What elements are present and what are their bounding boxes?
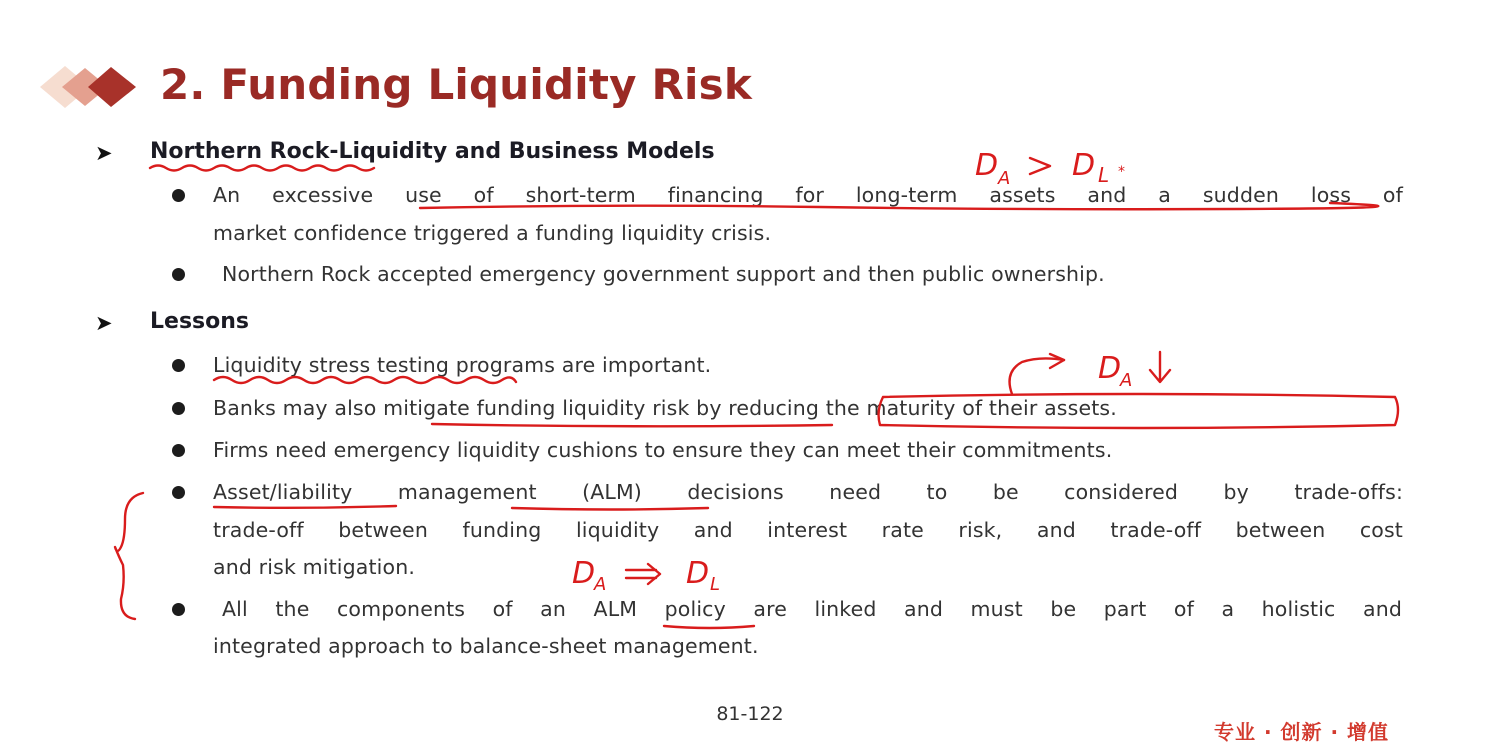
footer-slogan: 专业 · 创新 · 增值 xyxy=(1214,720,1390,744)
svg-text:L: L xyxy=(710,574,721,595)
section-heading-northern-rock: Northern Rock-Liquidity and Business Models xyxy=(150,139,715,164)
svg-text:A: A xyxy=(998,168,1011,189)
svg-text:L: L xyxy=(1098,163,1110,187)
bullet-text-line: Liquidity stress testing programs are important. xyxy=(213,353,712,377)
wavy-underline xyxy=(214,377,516,383)
bullet-text-line: trade-off between funding liquidity and interest rate risk, and trade-off between cost xyxy=(213,518,1403,542)
bullet-text-line: integrated approach to balance-sheet management. xyxy=(213,634,759,658)
bullet-dot-icon xyxy=(172,603,185,616)
bullet-text-line: market confidence triggered a funding liquidity crisis. xyxy=(213,221,772,245)
bullet-dot-icon xyxy=(172,402,185,415)
underline xyxy=(214,506,396,508)
underline xyxy=(432,424,832,426)
bullet-text-line: An excessive use of short-term financing for long-term assets and a sudden loss of xyxy=(213,183,1403,207)
bullet-text-line: Northern Rock accepted emergency government support and then public ownership. xyxy=(222,262,1105,286)
slide-title: 2. Funding Liquidity Risk xyxy=(160,60,752,109)
bullet-dot-icon xyxy=(172,268,185,281)
page-number: 81-122 xyxy=(716,703,784,725)
underline xyxy=(512,508,708,510)
bullet-text-line: Asset/liability management (ALM) decisions need to be considered by trade-offs: xyxy=(213,480,1403,504)
section-arrow-icon: ➤ xyxy=(95,141,113,165)
bullet-text-line: and risk mitigation. xyxy=(213,555,416,579)
title-diamond-icon xyxy=(40,62,150,112)
bullet-text-line: All the components of an ALM policy are linked and must be part of a holistic and xyxy=(222,597,1402,621)
svg-text:D: D xyxy=(1072,148,1096,183)
wavy-underline xyxy=(150,166,374,171)
svg-text:A: A xyxy=(594,574,607,595)
bullet-dot-icon xyxy=(172,444,185,457)
svg-text:D: D xyxy=(975,148,999,183)
section-heading-lessons: Lessons xyxy=(150,309,249,334)
svg-text:D: D xyxy=(1098,351,1122,386)
svg-text:D: D xyxy=(572,556,596,591)
bullet-text-line: Banks may also mitigate funding liquidity risk by reducing the maturity of their assets. xyxy=(213,396,1117,420)
svg-text:A: A xyxy=(1120,370,1133,391)
svg-text:D: D xyxy=(686,556,710,591)
bullet-dot-icon xyxy=(172,359,185,372)
curly-brace xyxy=(115,493,143,619)
section-arrow-icon: ➤ xyxy=(95,311,113,335)
svg-text:*: * xyxy=(1118,164,1125,180)
bullet-text-line: Firms need emergency liquidity cushions to ensure they can meet their commitments. xyxy=(213,438,1113,462)
underline xyxy=(664,626,754,628)
bullet-dot-icon xyxy=(172,486,185,499)
bullet-dot-icon xyxy=(172,189,185,202)
